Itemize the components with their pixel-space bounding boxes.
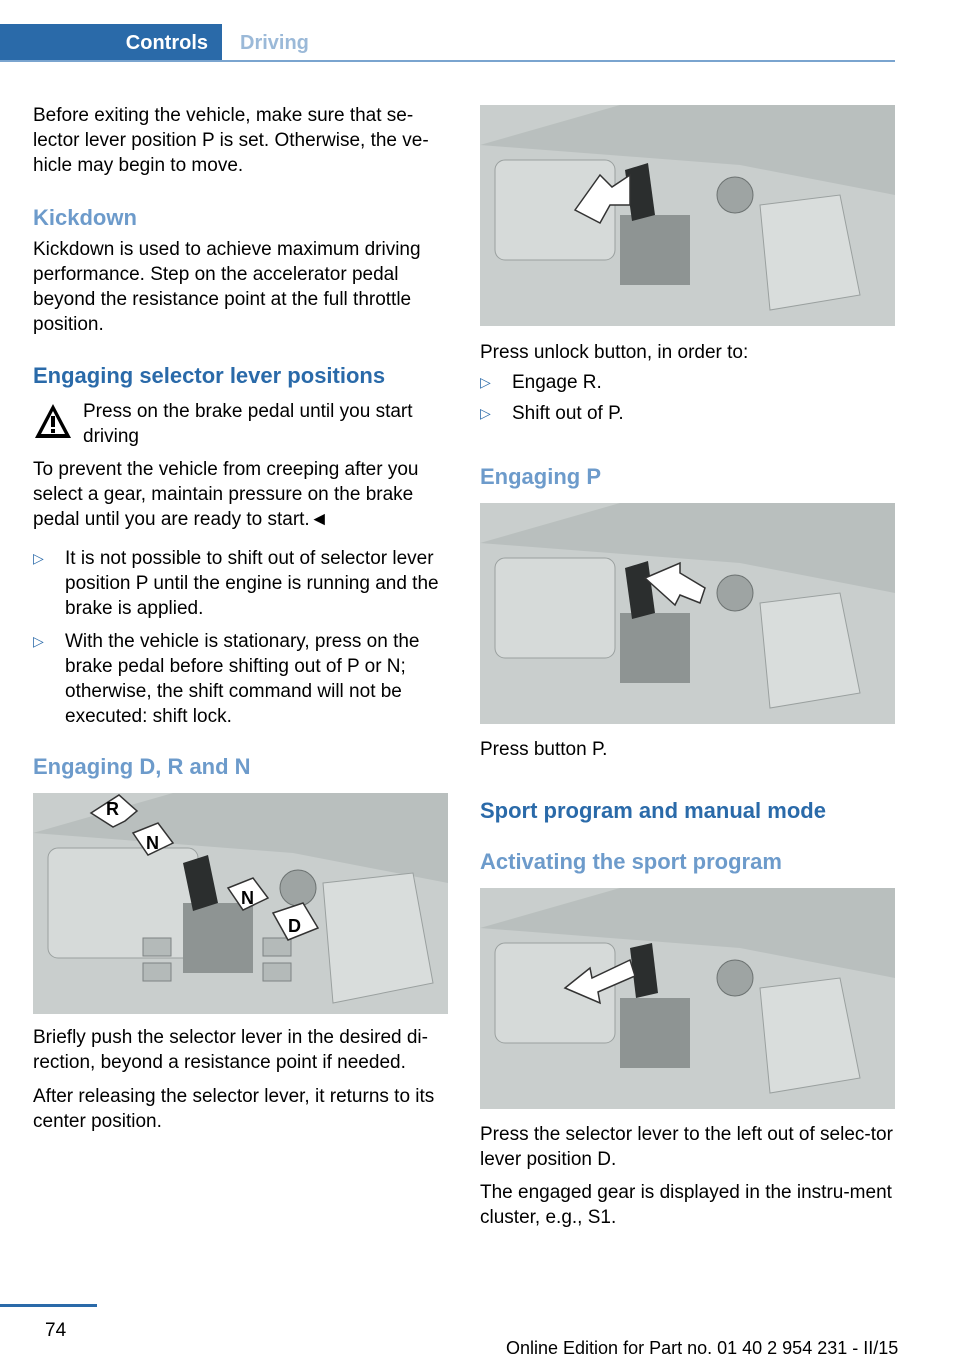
list-item: ▷ With the vehicle is stationary, press on the brake pedal before shifting out of P or N; otherwise, the shift command will not be executed: shift lock. (33, 631, 420, 727)
gear-selector-photo-sport (480, 888, 895, 1109)
page-number: 74 (45, 1320, 67, 1341)
bullet-triangle-icon: ▷ (33, 550, 44, 566)
drn-heading: Engaging D, R and N (33, 754, 251, 779)
sport-heading: Sport program and manual mode (480, 798, 826, 823)
sport-subheading: Activating the sport program (480, 849, 782, 874)
bullet-triangle-icon: ▷ (33, 633, 44, 649)
chapter-tabs (0, 24, 895, 62)
gear-selector-photo-p (480, 503, 895, 724)
sport-paragraph-2: The engaged gear is displayed in the instru-ment cluster, e.g., S1. (480, 1182, 892, 1228)
sport-paragraph-1: Press the selector lever to the left out of selec-tor lever position D. (480, 1124, 893, 1170)
drn-label-n-lower: N (241, 888, 254, 908)
edition-footer: Online Edition for Part no. 01 40 2 954 231 - II/15 (506, 1338, 899, 1358)
list-item: ▷ It is not possible to shift out of selector lever position P until the engine is running and the brake is applied. (33, 548, 439, 619)
bullet-triangle-icon: ▷ (480, 405, 491, 421)
drn-paragraph-1: Briefly push the selector lever in the desired di-rection, beyond a resistance point if needed. (33, 1027, 428, 1073)
warning-body: To prevent the vehicle from creeping after you select a gear, maintain pressure on the brake pedal until you are ready to start.◄ (33, 459, 419, 530)
kickdown-paragraph: Kickdown is used to achieve maximum driving performance. Step on the accelerator pedal beyond the resistance point at the full throttle position. (33, 239, 421, 335)
tab-driving[interactable]: Driving (240, 31, 309, 54)
warning-text: Press on the brake pedal until you start driving (83, 401, 413, 447)
gear-selector-photo-drn (33, 793, 448, 1014)
header-divider (0, 60, 895, 62)
list-item: ▷ Shift out of P. (480, 403, 624, 424)
list-item: ▷ Engage R. (480, 372, 602, 393)
footer-divider (0, 1304, 97, 1307)
drn-label-n-upper: N (146, 833, 159, 853)
kickdown-heading: Kickdown (33, 205, 137, 230)
p-paragraph: Press button P. (480, 739, 608, 760)
tab-controls[interactable]: Controls (0, 24, 222, 62)
gear-selector-photo-unlock (480, 105, 895, 326)
warning-icon (33, 402, 73, 440)
drn-paragraph-2: After releasing the selector lever, it returns to its center position. (33, 1086, 435, 1132)
drn-label-r: R (106, 799, 119, 819)
intro-paragraph: Before exiting the vehicle, make sure that se-lector lever position P is set. Otherwise, the ve-hicle may begin to move. (33, 105, 429, 176)
engaging-p-heading: Engaging P (480, 464, 601, 489)
bullet-triangle-icon: ▷ (480, 374, 491, 390)
engaging-heading: Engaging selector lever positions (33, 363, 386, 388)
unlock-paragraph: Press unlock button, in order to: (480, 342, 749, 363)
drn-label-d: D (288, 916, 301, 936)
